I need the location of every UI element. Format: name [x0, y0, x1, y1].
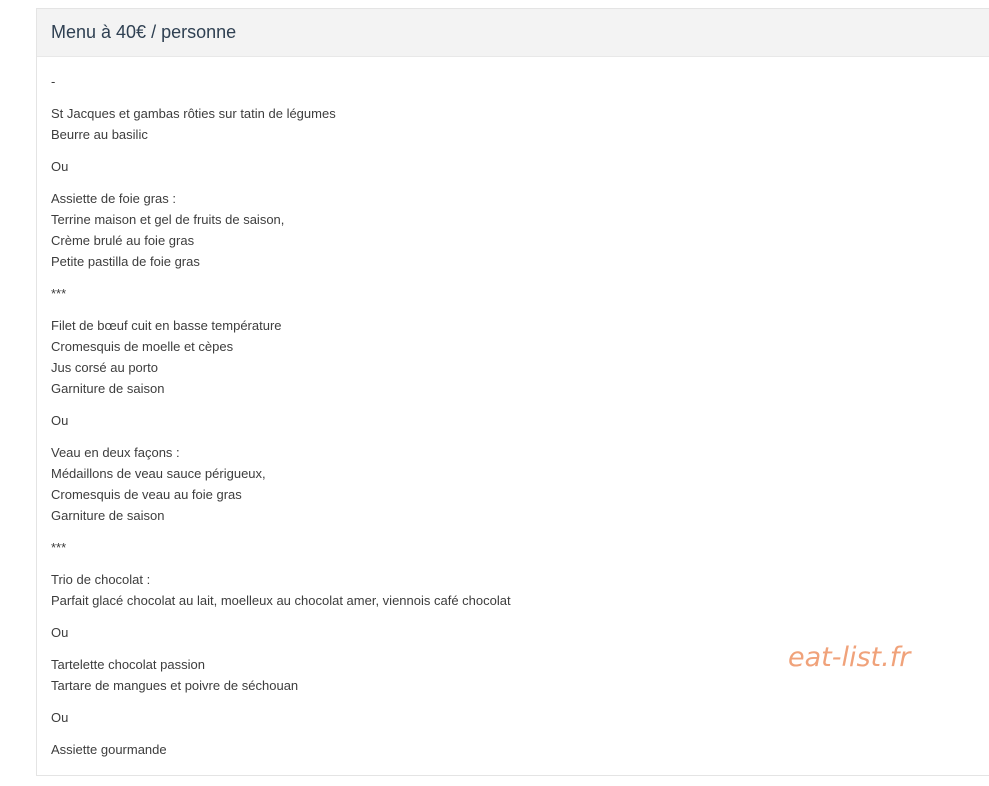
menu-title: Menu à 40€ / personne: [51, 22, 237, 42]
menu-paragraph: [51, 739, 981, 760]
menu-paragraph: [51, 315, 981, 399]
menu-paragraph: [51, 156, 981, 177]
menu-paragraph: [51, 569, 981, 611]
menu-paragraph: [51, 410, 981, 431]
menu-paragraph: [51, 103, 981, 145]
menu-line: Ou: [51, 413, 69, 428]
watermark-text: eat-list.fr: [788, 642, 911, 673]
menu-line: Ou: [51, 159, 69, 174]
menu-line: Garniture de saison: [51, 381, 165, 396]
menu-line: Assiette de foie gras :: [51, 191, 177, 206]
menu-line: St Jacques et gambas rôties sur tatin de légumes: [51, 106, 336, 121]
menu-line: Beurre au basilic: [51, 127, 148, 142]
menu-line: -: [51, 74, 56, 89]
menu-line: Veau en deux façons :: [51, 445, 180, 460]
menu-paragraph: [51, 283, 981, 304]
menu-line: Jus corsé au porto: [51, 360, 158, 375]
menu-line: Cromesquis de moelle et cèpes: [51, 339, 234, 354]
menu-paragraph: [51, 707, 981, 728]
menu-paragraph: [51, 442, 981, 526]
menu-line: Ou: [51, 710, 69, 725]
menu-line: Crème brulé au foie gras: [51, 233, 195, 248]
menu-line: Médaillons de veau sauce périgueux,: [51, 466, 266, 481]
menu-paragraph: [51, 622, 981, 643]
menu-panel-header: [37, 9, 989, 57]
menu-line: Trio de chocolat :: [51, 572, 151, 587]
menu-paragraph: [51, 71, 981, 92]
menu-line: Parfait glacé chocolat au lait, moelleux au chocolat amer, viennois café chocolat: [51, 593, 511, 608]
menu-line: Garniture de saison: [51, 508, 165, 523]
menu-line: Terrine maison et gel de fruits de saison,: [51, 212, 285, 227]
menu-line: Filet de bœuf cuit en basse température: [51, 318, 282, 333]
menu-paragraph: [51, 537, 981, 558]
menu-line: Assiette gourmande: [51, 742, 167, 757]
menu-paragraph: [51, 188, 981, 272]
menu-line: Tartare de mangues et poivre de séchouan: [51, 678, 299, 693]
menu-line: Ou: [51, 625, 69, 640]
menu-line: Petite pastilla de foie gras: [51, 254, 200, 269]
menu-line: ***: [51, 286, 67, 301]
menu-line: Tartelette chocolat passion: [51, 657, 205, 672]
menu-line: ***: [51, 540, 67, 555]
menu-line: Cromesquis de veau au foie gras: [51, 487, 242, 502]
